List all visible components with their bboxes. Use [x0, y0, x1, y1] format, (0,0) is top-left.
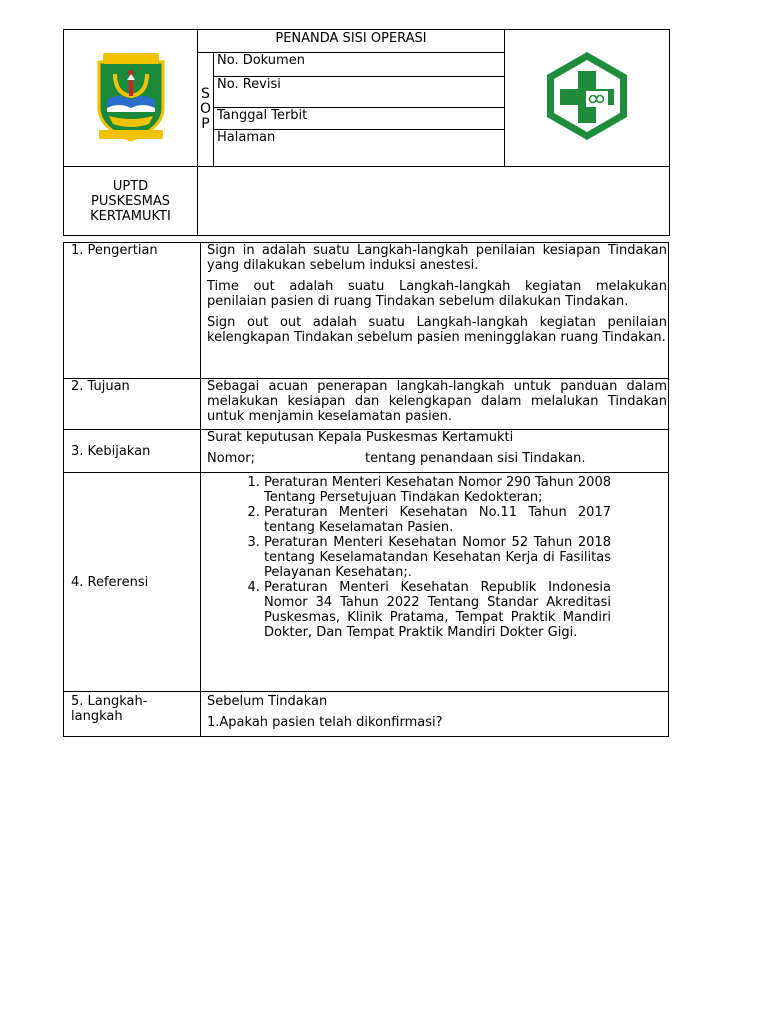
langkah-line: 1.Apakah pasien telah dikonfirmasi?	[207, 715, 443, 730]
tujuan-text: Sebagai acuan penerapan langkah-langkah untuk panduan dalam melakukan kesiapan dan kelengkapan dalam melalukan Tindakan untuk menjamin keselamatan pasien.	[207, 379, 667, 424]
referensi-item: 1. Peraturan Menteri Kesehatan Nomor 290 Tahun 2008 Tentang Persetujuan Tindakan Kedokteran;	[264, 475, 667, 505]
pengertian-label: 1. Pengertian	[64, 243, 201, 379]
tanggal-terbit-cell: Tanggal Terbit	[214, 108, 505, 130]
pengertian-content	[201, 243, 669, 379]
halaman-cell: Halaman	[214, 130, 505, 167]
no-revisi-cell: No. Revisi	[214, 77, 505, 108]
org-line: PUSKESMAS	[91, 193, 170, 209]
kebijakan-label: 3. Kebijakan	[64, 430, 201, 473]
referensi-content	[201, 473, 669, 692]
sop-letter: O	[199, 101, 212, 117]
kebijakan-nomor-line	[207, 451, 667, 466]
langkah-line: Sebelum Tindakan	[207, 694, 328, 709]
referensi-item: 4. Peraturan Menteri Kesehatan Republik Indonesia Nomor 34 Tahun 2022 Tentang Standar Akreditasi Puskesmas, Klinik Pratama, Tempat Praktik Mandiri Dokter, Dan Tempat Praktik Mandiri Dokter Gigi.	[264, 580, 667, 640]
karawang-logo-cell	[64, 30, 198, 167]
referensi-item: 2. Peraturan Menteri Kesehatan No.11 Tahun 2017 tentang Keselamatan Pasien.	[264, 505, 667, 535]
org-line: UPTD	[112, 178, 149, 194]
document-title: PENANDA SISI OPERASI	[198, 30, 505, 53]
sop-letter: P	[201, 116, 210, 132]
kebijakan-line: Surat keputusan Kepala Puskesmas Kertamukti	[207, 430, 514, 445]
sop-letter: S	[201, 86, 210, 102]
kebijakan-content	[201, 430, 669, 473]
tujuan-content	[201, 379, 669, 430]
referensi-item: 3. Peraturan Menteri Kesehatan Nomor 52 Tahun 2018 tentang Keselamatandan Kesehatan Kerja di Fasilitas Pelayanan Kesehatan;.	[264, 535, 667, 580]
puskesmas-logo-icon	[542, 49, 632, 143]
pengertian-para: Sign in adalah suatu Langkah-langkah penilaian kesiapan Tindakan yang dilakukan sebelum induksi anestesi.	[207, 243, 667, 273]
puskesmas-logo-cell	[505, 30, 670, 167]
organization-name	[64, 167, 198, 236]
referensi-list	[207, 475, 667, 640]
sop-header-table	[63, 29, 670, 236]
langkah-content	[201, 692, 669, 737]
kebijakan-nomor: Nomor;	[207, 451, 256, 466]
tujuan-label: 2. Tujuan	[64, 379, 201, 430]
referensi-label: 4. Referensi	[64, 473, 201, 692]
blank-header-cell	[198, 167, 670, 236]
karawang-crest-icon	[93, 50, 169, 142]
no-dokumen-cell: No. Dokumen	[214, 53, 505, 77]
org-line: KERTAMUKTI	[90, 208, 171, 224]
langkah-label: 5. Langkah-langkah	[64, 692, 201, 737]
kebijakan-tentang: tentang penandaan sisi Tindakan.	[365, 451, 586, 466]
pengertian-para: Time out adalah suatu Langkah-langkah kegiatan melakukan penilaian pasien di ruang Tindakan sebelum dilakukan Tindakan.	[207, 279, 667, 309]
sop-vertical-label	[198, 53, 214, 167]
sop-content-table	[63, 242, 669, 737]
pengertian-para: Sign out out adalah suatu Langkah-langkah kegiatan penilaian kelengkapan Tindakan sebelum pasien meningglakan ruang Tindakan.	[207, 315, 667, 345]
